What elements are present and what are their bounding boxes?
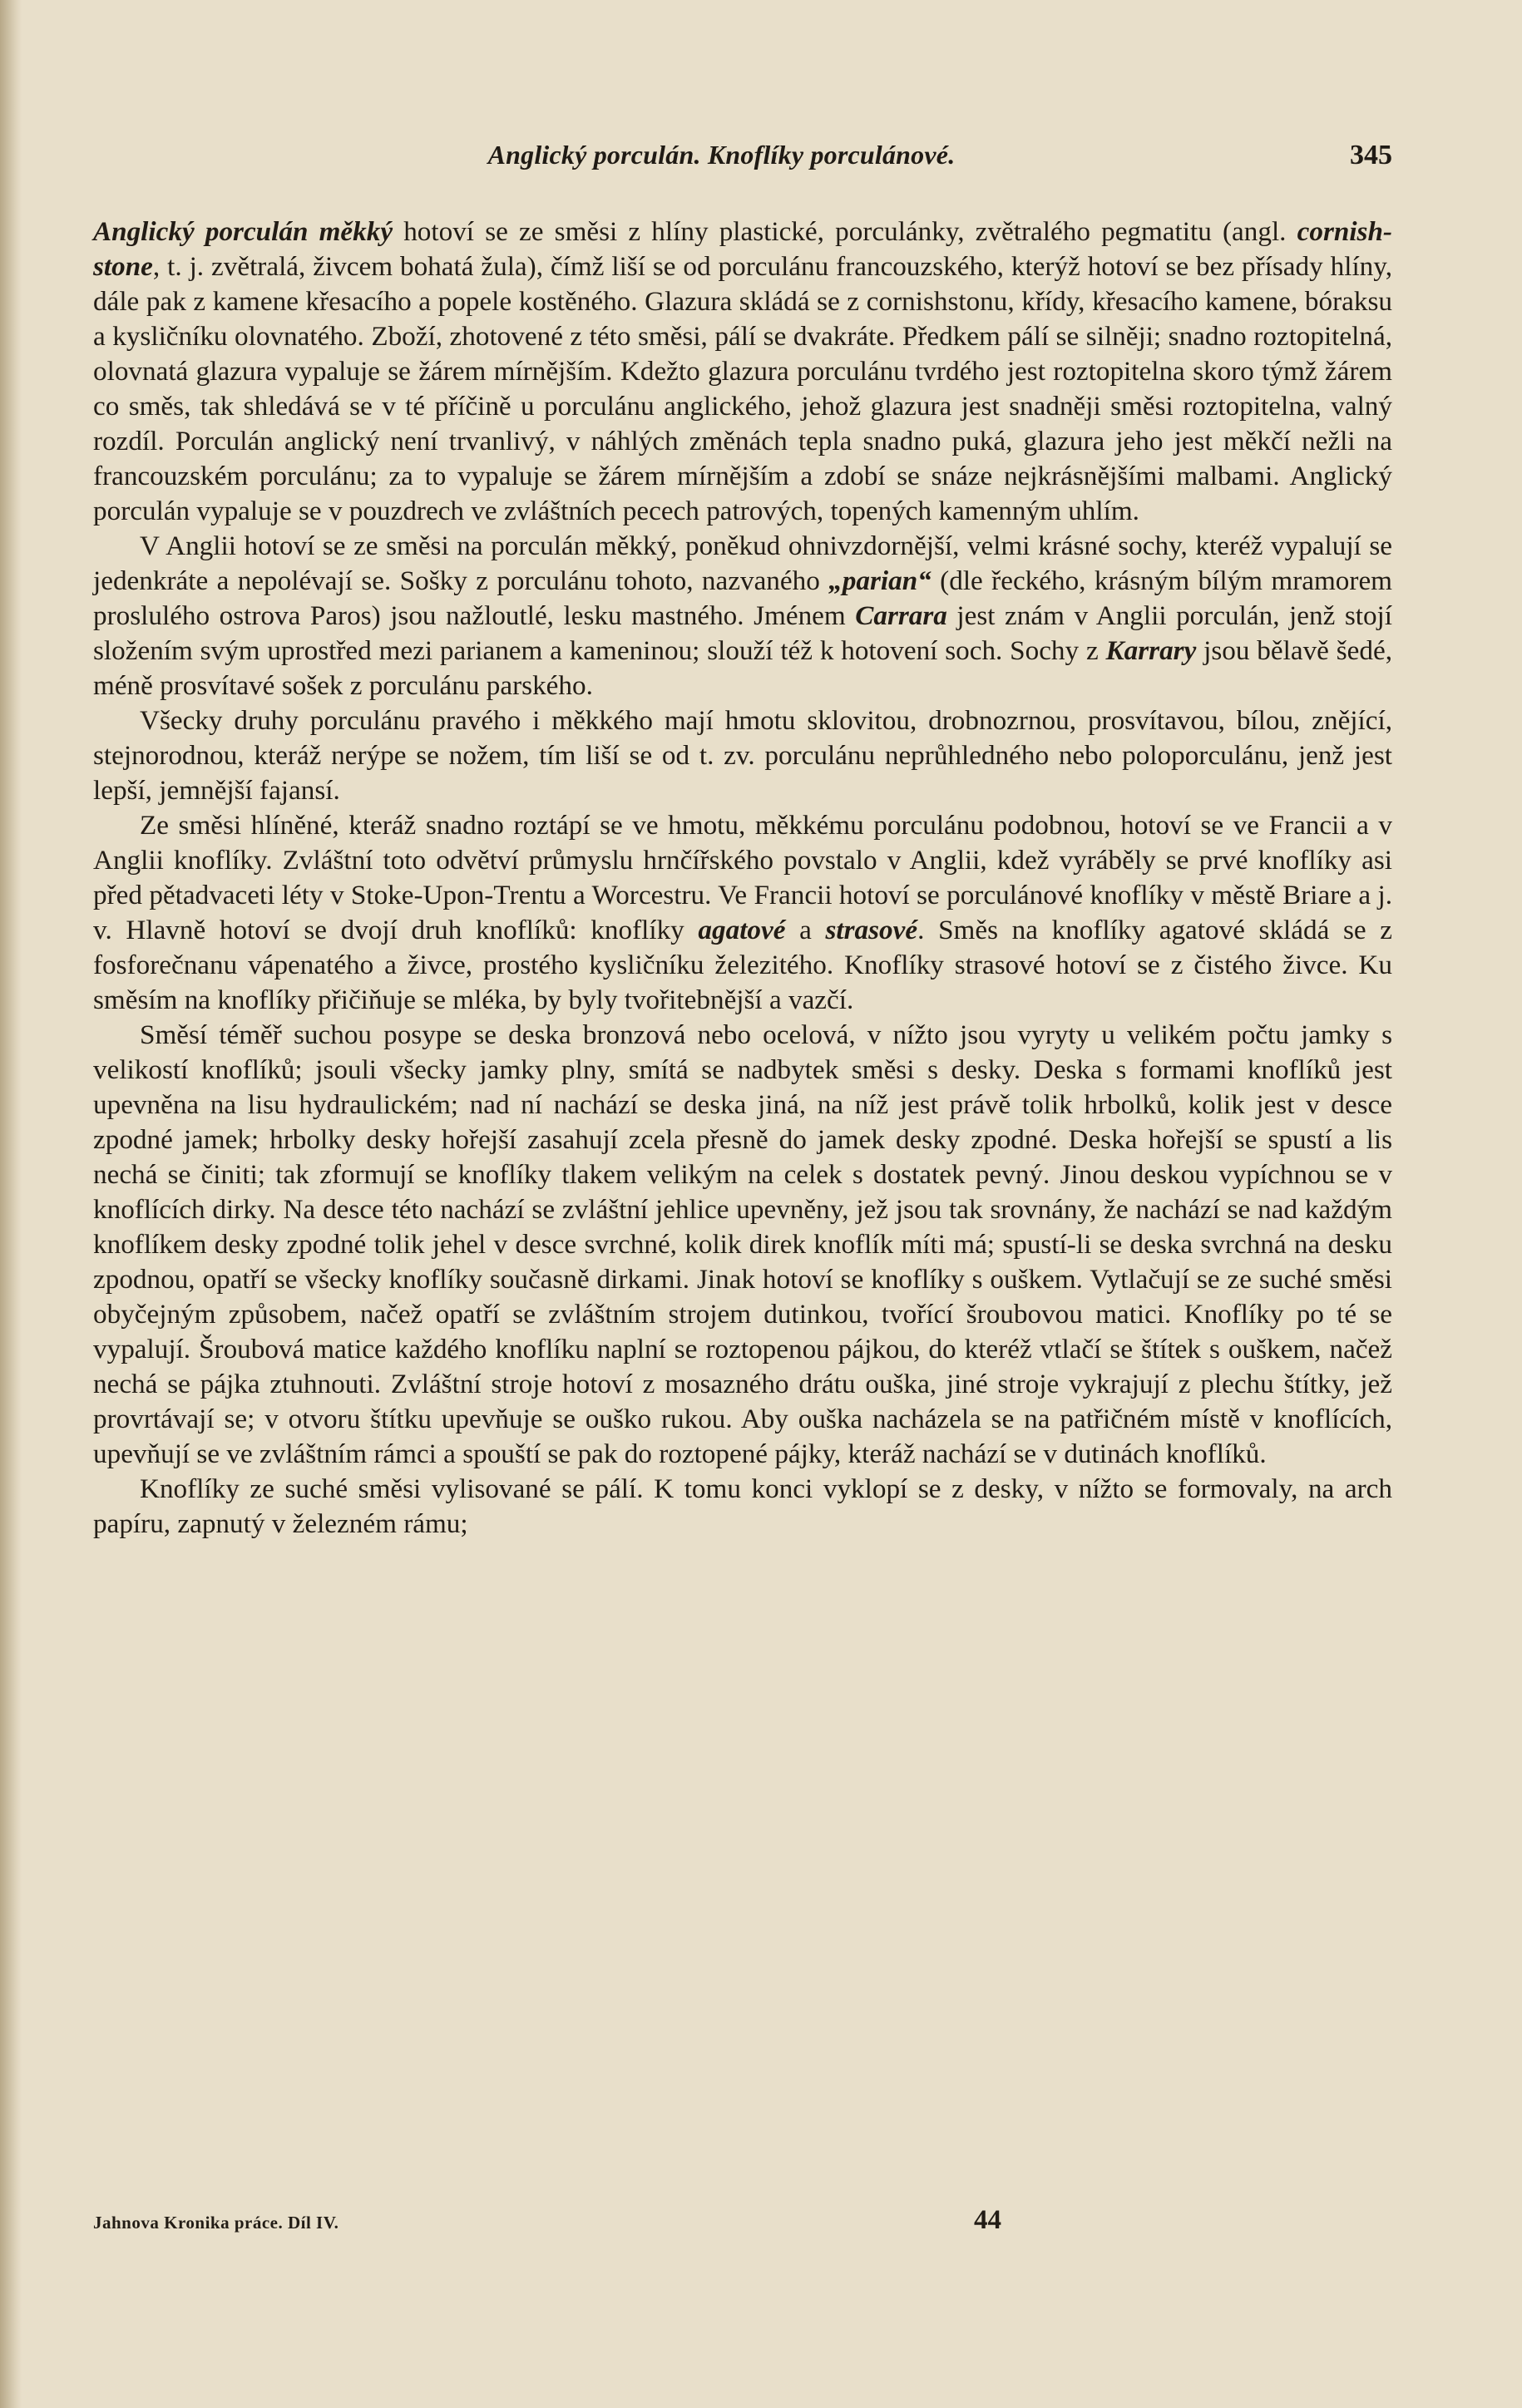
paragraph-2-text-a: V Anglii hotoví se ze směsi na porculán měkký, poněkud ohnivzdornější, velmi krásné sochy, kteréž vypalují se jedenkráte a nepolévají se. Sošky z porculánu tohoto, nazvaného [93, 530, 1392, 596]
running-title: Anglický porculán. Knoflíky porculánové. [487, 140, 956, 170]
paragraph-2 [93, 529, 1392, 703]
page-number: 345 [1350, 140, 1392, 170]
paragraph-3: Všecky druhy porculánu pravého i měkkého mají hmotu sklovitou, drobnozrnou, prosvítavou, bílou, znějící, stejnorodnou, kteráž nerýpe se nožem, tím liší se od t. zv. porculánu neprůhledného nebo poloporculánu, jenž jest lepší, jemnější fajansí. [93, 705, 1392, 806]
paragraph-5: Směsí téměř suchou posype se deska bronzová nebo ocelová, v nížto jsou vyryty u velikém počtu jamky s velikostí knoflíků; jsouli všecky jamky plny, smítá se nadbytek směsi s desky. Deska s formami knoflíků jest upevněna na lisu hydraulickém; nad ní nachází se deska jiná, na níž jest právě tolik hrbolků, kolik jest v desce zpodné jamek; hrbolky desky hořejší zasahují zcela přesně do jamek desky zpodné. Deska hořejší se spustí a lis nechá se činiti; tak zformují se knoflíky tlakem velikým na celek s dostatek pevný. Jinou deskou vypíchnou se v knoflících dirky. Na desce této nachází se zvláštní jehlice upevněny, jež jsou tak srovnány, že nachází se nad každým knoflíkem desky zpodné tolik jehel v desce svrchné, kolik direk knoflík míti má; spustí-li se deska svrchná na desku zpodnou, opatří se všecky knoflíky současně dirkami. Jinak hotoví se knoflíky s ouškem. Vytlačují se ze suché směsi obyčejným způsobem, načež opatří se zvláštním strojem dutinkou, tvořící šroubovou matici. Knoflíky po té se vypalují. Šroubová matice každého knoflíku naplní se roztopenou pájkou, do kteréž vtlačí se štítek s ouškem, načež nechá se pájka ztuhnouti. Zvláštní stroje hotoví z mosazného drátu ouška, jiné stroje vykrajují z plechu štítky, jež provrtávají se; v otvoru štítku upevňuje se ouško rukou. Aby ouška nacházela se na patřičném místě v knoflících, upevňují se ve zvláštním rámci a spouští se pak do roztopené pájky, kteráž nachází se v dutinách knoflíků. [93, 1019, 1392, 1469]
running-head [93, 140, 1392, 181]
paragraph-2-term-parian: „parian“ [828, 565, 931, 596]
paragraph-4-term-agatove: agatové [698, 915, 786, 945]
paragraph-2-term-karrary: Karrary [1105, 635, 1197, 666]
paragraph-2-text-d: jsou bělavě šedé, méně prosvítavé sošek z porculánu parského. [93, 635, 1392, 701]
paragraph-4 [93, 808, 1392, 1018]
paragraph-4-text-b: a [785, 915, 826, 945]
page-gutter-edge [0, 0, 22, 2408]
paragraph-1-text-a: hotoví se ze směsi z hlíny plastické, porculánky, zvětralého pegmatitu (angl. [393, 216, 1297, 247]
paragraph-2-term-carrara: Carrara [855, 600, 947, 631]
paragraph-1-text-b: , t. j. zvětralá, živcem bohatá žula), čímž liší se od porculánu francouzského, kterýž hotoví se bez přísady hlíny, dále pak z kamene křesacího a popele kostěného. Glazura skládá se z cornishstonu, křídy, křesacího kamene, bóraksu a kysličníku olovnatého. Zboží, zhotovené z této směsi, pálí se dvakráte. Předkem pálí se silněji; snadno roztopitelná, olovnatá glazura vypaluje se žárem mírnějším. Kdežto glazura porculánu tvrdého jest roztopitelna skoro týmž žárem co směs, tak shledává se v té příčině u porculánu anglického, jehož glazura jest snadněji směsi roztopitelna, valný rozdíl. Porculán anglický není trvanlivý, v náhlých změnách tepla snadno puká, glazura jeho jest měkčí nežli na francouzském porculánu; za to vypaluje se žárem mírnějším a zdobí se snáze nejkrásnějšími malbami. Anglický porculán vypaluje se v pouzdrech ve zvláštních pecech patrových, topených kamenným uhlím. [93, 251, 1392, 526]
footer-source: Jahnova Kronika práce. Díl IV. [93, 2213, 339, 2233]
paragraph-6: Knoflíky ze suché směsi vylisované se pálí. K tomu konci vyklopí se z desky, v nížto se formovaly, na arch papíru, zapnutý v železném rámu; [93, 1473, 1392, 1539]
paragraph-4-text-c: . Směs na knoflíky agatové skládá se z fosforečnanu vápenatého a živce, prostého kysličníku železitého. Knoflíky strasové hotoví se z čistého živce. Ku směsím na knoflíky přičiňuje se mléka, by byly tvořitebnější a vazčí. [93, 915, 1392, 1015]
text-body [93, 215, 1392, 1542]
paragraph-1-lead: Anglický porculán měkký [93, 216, 393, 247]
page-footer [93, 2205, 1392, 2236]
paragraph-1-term-cornish-stone: cornish-stone [93, 216, 1392, 282]
paragraph-2-text-c: jest znám v Anglii porculán, jenž stojí složením svým uprostřed mezi parianem a kameninou; slouží též k hotovení soch. Sochy z [93, 600, 1392, 666]
signature-mark: 44 [974, 2205, 1001, 2235]
paragraph-4-term-strasove: strasové [825, 915, 918, 945]
paragraph-4-text-a: Ze směsi hlíněné, kteráž snadno roztápí se ve hmotu, měkkému porculánu podobnou, hotoví se ve Francii a v Anglii knoflíky. Zvláštní toto odvětví průmyslu hrnčířského povstalo v Anglii, kdež vyráběly se prvé knoflíky asi před pětadvaceti léty v Stoke-Upon-Trentu a Worcestru. Ve Francii hotoví se porculánové knoflíky v městě Briare a j. v. Hlavně hotoví se dvojí druh knoflíků: knoflíky [93, 810, 1392, 945]
paragraph-2-text-b: (dle řeckého, krásným bílým mramorem proslulého ostrova Paros) jsou nažloutlé, lesku mastného. Jménem [93, 565, 1392, 631]
paragraph-1 [93, 215, 1392, 529]
